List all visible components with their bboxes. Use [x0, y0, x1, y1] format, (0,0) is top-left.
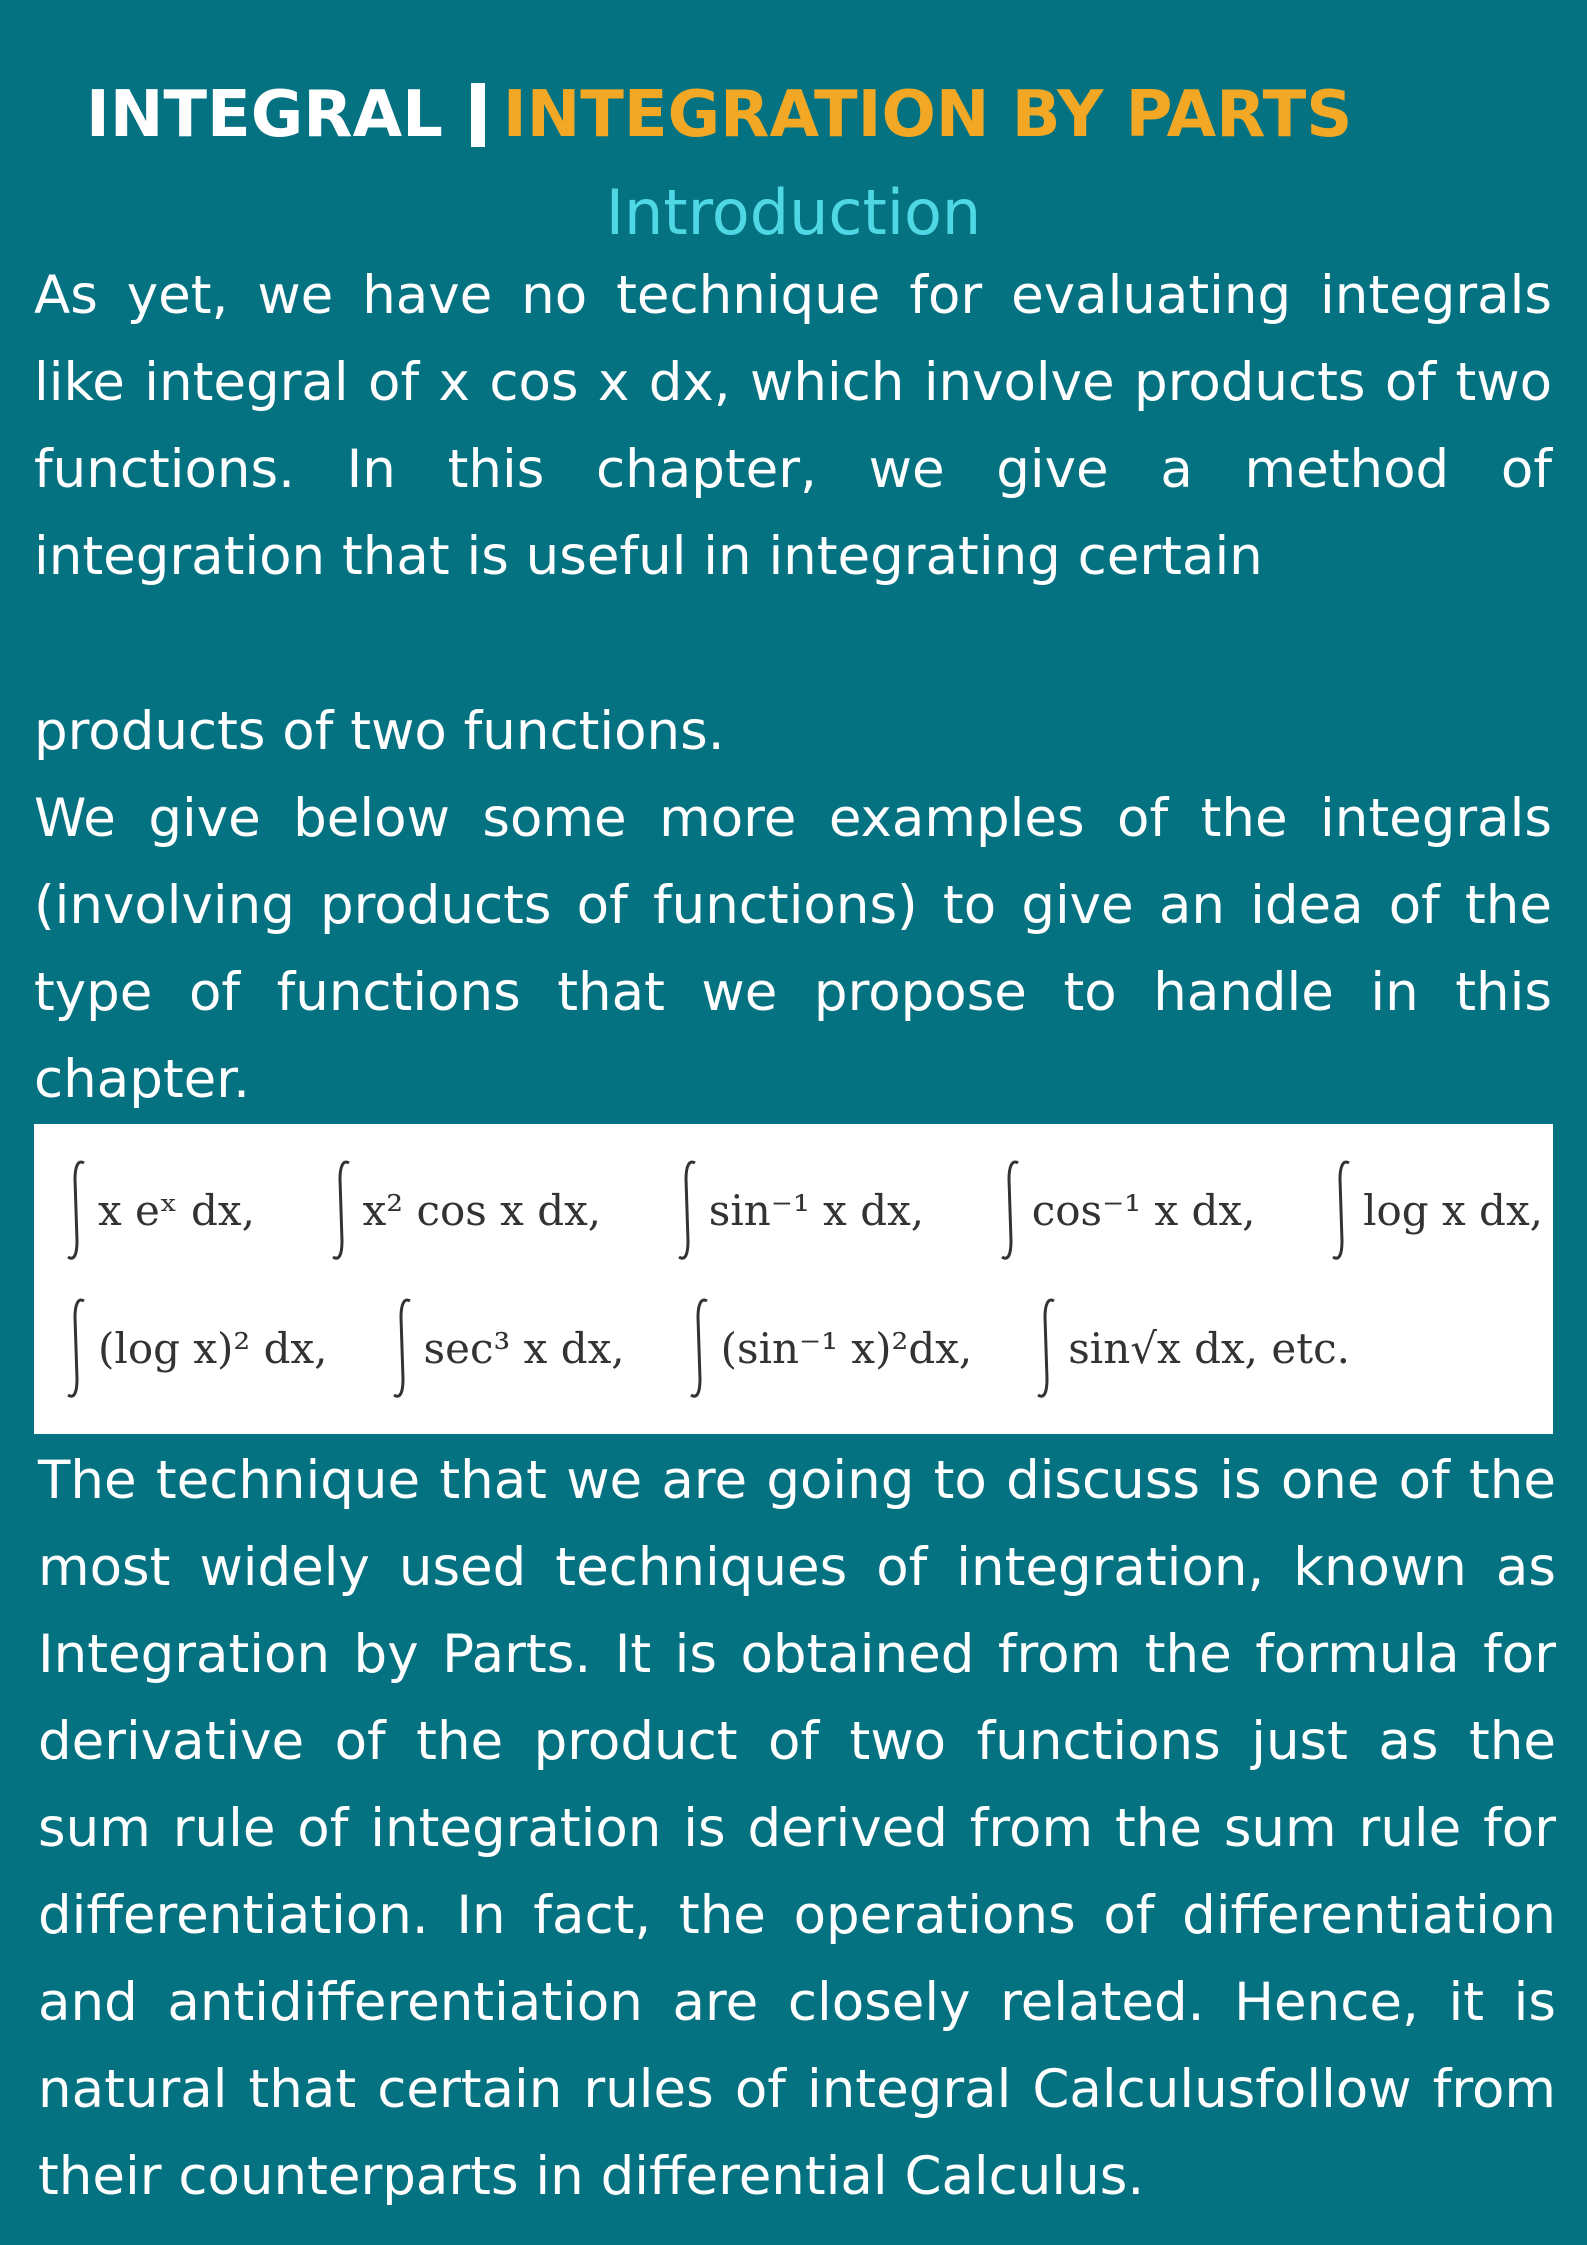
integral-icon [64, 1157, 90, 1263]
formula-text: (log x)² dx, [98, 1323, 328, 1373]
integral-icon [687, 1295, 713, 1401]
header-divider [471, 83, 485, 147]
integral-icon [329, 1157, 355, 1263]
formula-text: x² cos x dx, [362, 1185, 602, 1235]
integral-icon [1329, 1157, 1355, 1263]
formula-item [1329, 1157, 1543, 1263]
formula-text: sin√x dx, etc. [1068, 1323, 1350, 1373]
section-title: Introduction [605, 176, 982, 249]
formula-item [687, 1295, 973, 1401]
formula-item [390, 1295, 625, 1401]
integral-icon [64, 1295, 90, 1401]
formula-item [675, 1157, 924, 1263]
formula-item [329, 1157, 602, 1263]
formula-row-1 [64, 1150, 1543, 1270]
formula-examples-box [34, 1124, 1553, 1434]
header-topic: INTEGRAL [86, 78, 443, 152]
formula-text: sin⁻¹ x dx, [708, 1185, 925, 1235]
paragraph-examples: We give below some more examples of the integrals (involving products of functions) to give an idea of the type of functions that we propose to handle in this chapter. [34, 788, 1552, 1110]
paragraph-intro-continued: products of two functions. [34, 701, 725, 762]
formula-text: cos⁻¹ x dx, [1031, 1185, 1256, 1235]
paragraph-intro: As yet, we have no technique for evaluating integrals like integral of x cos x dx, which involve products of two functions. In this chapter, we give a method of integration that is useful in integrating certain [34, 265, 1552, 587]
formula-item [64, 1295, 328, 1401]
formula-text: sec³ x dx, [423, 1323, 625, 1373]
integral-icon [998, 1157, 1024, 1263]
formula-text: x eˣ dx, [98, 1185, 255, 1235]
formula-item [998, 1157, 1256, 1263]
formula-item [64, 1157, 255, 1263]
integral-icon [390, 1295, 416, 1401]
formula-item [1034, 1295, 1350, 1401]
formula-text: log x dx, [1363, 1185, 1543, 1235]
formula-text: (sin⁻¹ x)²dx, [720, 1323, 973, 1373]
paragraph-technique: The technique that we are going to discuss is one of the most widely used techniques of integration, known as Integration by Parts. It is obtained from the formula for derivative of the product of two functions just as the sum rule of integration is derived from the sum rule for differentiation. In fact, the operations of differentiation and antidifferentiation are closely related. Hence, it is natural that certain rules of integral Calculusfollow from their counterparts in differential Calculus. [38, 1450, 1556, 2207]
header-subtopic: INTEGRATION BY PARTS [502, 78, 1353, 152]
integral-icon [1034, 1295, 1060, 1401]
formula-row-2 [64, 1288, 1543, 1408]
page-header [86, 70, 1352, 160]
integral-icon [675, 1157, 701, 1263]
